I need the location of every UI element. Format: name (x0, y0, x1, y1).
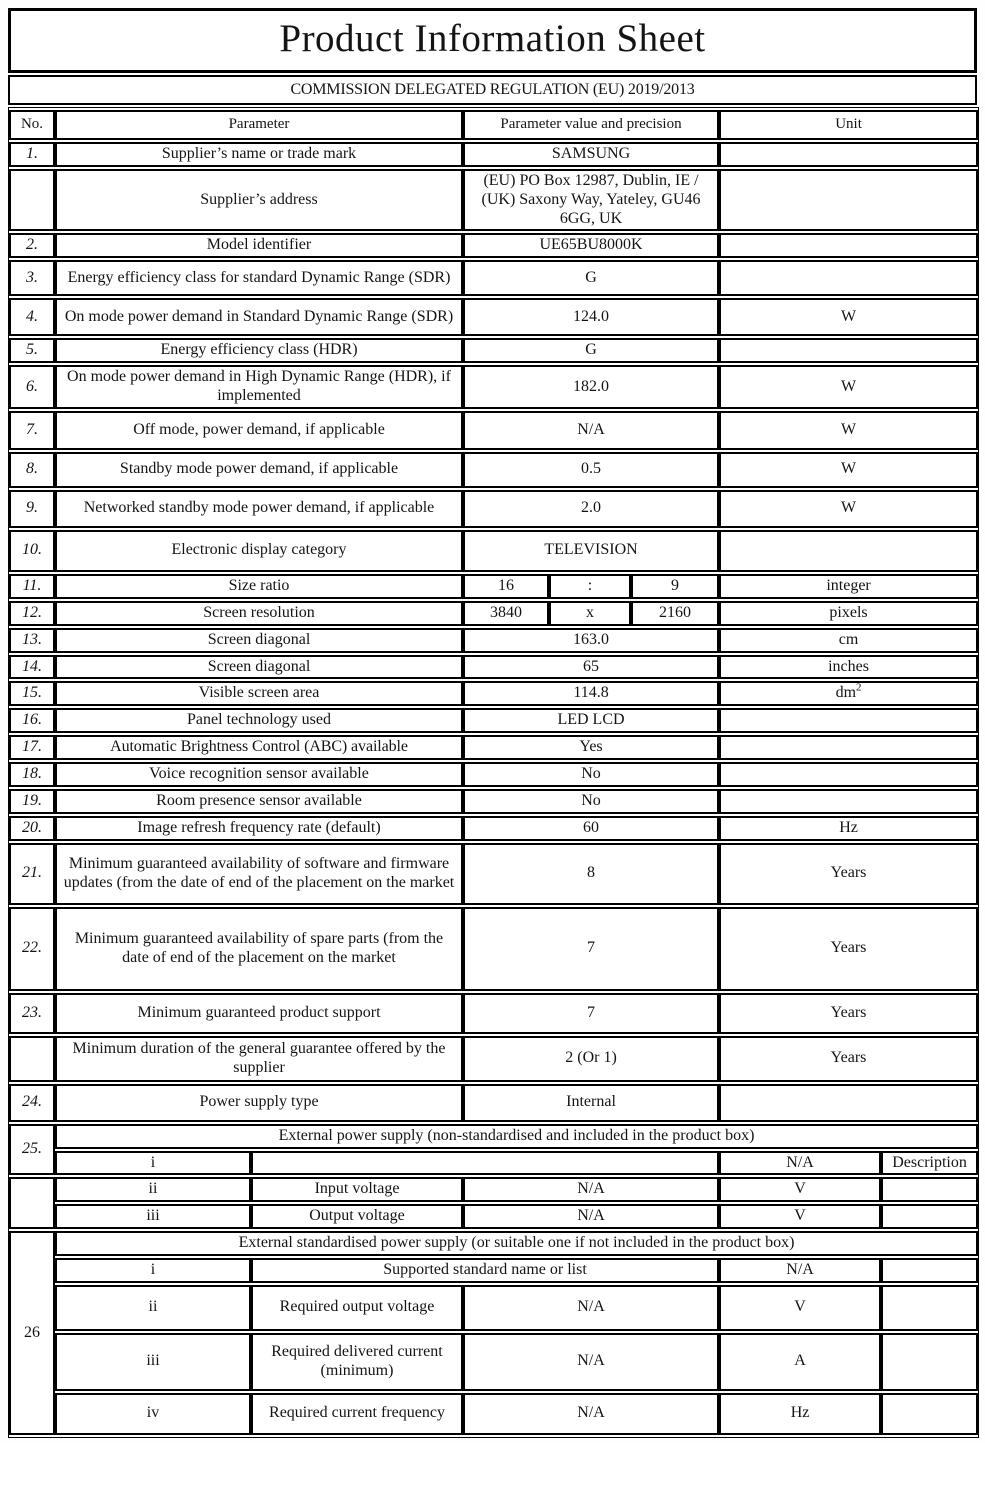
table-row (9, 655, 978, 680)
row-13-parameter: Screen diagonal (55, 628, 463, 653)
table-row (9, 993, 978, 1034)
row-2-unit (719, 233, 978, 258)
row-21-unit: Years (719, 843, 978, 905)
s26-i-description (881, 1258, 978, 1283)
s25-ii-description (881, 1177, 978, 1202)
row-15-parameter: Visible screen area (55, 681, 463, 706)
row-15-no: 15. (9, 681, 55, 706)
section-26-header-row (9, 1231, 978, 1256)
row-6-no: 6. (9, 365, 55, 409)
s26-iv-parameter: Required current frequency (251, 1393, 463, 1435)
row-3-value: G (463, 260, 719, 296)
table-row (9, 789, 978, 814)
header-unit: Unit (719, 110, 978, 140)
table-row (9, 1084, 978, 1122)
s26-ii-sub: ii (55, 1285, 251, 1331)
section-26-row-ii (9, 1285, 978, 1331)
row-12-value-b: 2160 (631, 601, 719, 626)
header-no: No. (9, 110, 55, 140)
row-address-value: (EU) PO Box 12987, Dublin, IE / (UK) Saxony Way, Yateley, GU46 6GG, UK (463, 169, 719, 232)
row-8-value: 0.5 (463, 452, 719, 488)
section-25-row-i (9, 1151, 978, 1176)
row-address-parameter: Supplier’s address (55, 169, 463, 232)
table-row (9, 574, 978, 599)
s25-i-parameter (251, 1151, 719, 1176)
row-19-unit (719, 789, 978, 814)
row-2-parameter: Model identifier (55, 233, 463, 258)
s26-iii-value: N/A (463, 1333, 719, 1391)
section-26-row-iv (9, 1393, 978, 1435)
section-26-row-iii (9, 1333, 978, 1391)
row-11-value-a: 16 (463, 574, 549, 599)
table-row (9, 530, 978, 572)
s25-iii-description (881, 1204, 978, 1229)
row-14-value: 65 (463, 655, 719, 680)
section-25-header-row (9, 1124, 978, 1149)
s26-ii-parameter: Required output voltage (251, 1285, 463, 1331)
row-9-value: 2.0 (463, 490, 719, 528)
row-6-value: 182.0 (463, 365, 719, 409)
row-10-unit (719, 530, 978, 572)
s26-iii-sub: iii (55, 1333, 251, 1391)
row-5-parameter: Energy efficiency class (HDR) (55, 338, 463, 363)
table-row (9, 1036, 978, 1082)
row-22-value: 7 (463, 907, 719, 991)
row-18-no: 18. (9, 762, 55, 787)
table-row (9, 365, 978, 409)
s26-iii-unit: A (719, 1333, 881, 1391)
row-13-no: 13. (9, 628, 55, 653)
s25-iii-parameter: Output voltage (251, 1204, 463, 1229)
row-14-unit: inches (719, 655, 978, 680)
row-3-no: 3. (9, 260, 55, 296)
table-row (9, 338, 978, 363)
table-row (9, 843, 978, 905)
table-row (9, 452, 978, 488)
table-row (9, 628, 978, 653)
s25-i-na: N/A (719, 1151, 881, 1176)
row-22-no: 22. (9, 907, 55, 991)
section-26-no: 26 (9, 1231, 55, 1435)
row-5-unit (719, 338, 978, 363)
row-1-unit (719, 142, 978, 167)
row-23-unit: Years (719, 993, 978, 1034)
row-19-parameter: Room presence sensor available (55, 789, 463, 814)
row-8-no: 8. (9, 452, 55, 488)
s26-i-parameter: Supported standard name or list (251, 1258, 719, 1283)
row-18-parameter: Voice recognition sensor available (55, 762, 463, 787)
row-21-no: 21. (9, 843, 55, 905)
s26-ii-value: N/A (463, 1285, 719, 1331)
s25-i-sub: i (55, 1151, 251, 1176)
table-row (9, 233, 978, 258)
row-16-no: 16. (9, 708, 55, 733)
row-15-unit (719, 681, 978, 706)
row-10-value: TELEVISION (463, 530, 719, 572)
product-info-table (8, 107, 979, 1438)
row-guarantee-parameter: Minimum duration of the general guarantee offered by the supplier (55, 1036, 463, 1082)
row-17-value: Yes (463, 735, 719, 760)
row-23-parameter: Minimum guaranteed product support (55, 993, 463, 1034)
row-17-no: 17. (9, 735, 55, 760)
row-guarantee-unit: Years (719, 1036, 978, 1082)
row-21-value: 8 (463, 843, 719, 905)
row-7-unit: W (719, 411, 978, 450)
table-row (9, 490, 978, 528)
row-18-value: No (463, 762, 719, 787)
row-24-unit (719, 1084, 978, 1122)
row-16-parameter: Panel technology used (55, 708, 463, 733)
row-7-parameter: Off mode, power demand, if applicable (55, 411, 463, 450)
section-25-row-ii (9, 1177, 978, 1202)
s25-ii-value: N/A (463, 1177, 719, 1202)
table-row (9, 298, 978, 336)
row-2-no: 2. (9, 233, 55, 258)
row-4-parameter: On mode power demand in Standard Dynamic Range (SDR) (55, 298, 463, 336)
row-13-value: 163.0 (463, 628, 719, 653)
row-23-value: 7 (463, 993, 719, 1034)
row-6-parameter: On mode power demand in High Dynamic Range (HDR), if implemented (55, 365, 463, 409)
row-14-parameter: Screen diagonal (55, 655, 463, 680)
row-24-value: Internal (463, 1084, 719, 1122)
row-1-parameter: Supplier’s name or trade mark (55, 142, 463, 167)
row-9-unit: W (719, 490, 978, 528)
row-22-unit: Years (719, 907, 978, 991)
table-row (9, 907, 978, 991)
s26-ii-description (881, 1285, 978, 1331)
section-25-header: External power supply (non-standardised and included in the product box) (55, 1124, 978, 1149)
row-19-no: 19. (9, 789, 55, 814)
row-14-no: 14. (9, 655, 55, 680)
table-row (9, 260, 978, 296)
s26-ii-unit: V (719, 1285, 881, 1331)
section-25-no: 25. (9, 1124, 55, 1176)
row-5-no: 5. (9, 338, 55, 363)
row-12-unit: pixels (719, 601, 978, 626)
row-2-value: UE65BU8000K (463, 233, 719, 258)
title-box (8, 8, 977, 73)
row-12-parameter: Screen resolution (55, 601, 463, 626)
s25-iii-sub: iii (55, 1204, 251, 1229)
row-9-no: 9. (9, 490, 55, 528)
table-row (9, 142, 978, 167)
row-20-parameter: Image refresh frequency rate (default) (55, 816, 463, 841)
section-25-row-iii (9, 1204, 978, 1229)
table-row (9, 735, 978, 760)
page-title: Product Information Sheet (279, 17, 706, 60)
row-3-parameter: Energy efficiency class for standard Dynamic Range (SDR) (55, 260, 463, 296)
s25-iii-unit: V (719, 1204, 881, 1229)
row-6-unit: W (719, 365, 978, 409)
section-26-header: External standardised power supply (or suitable one if not included in the product box) (55, 1231, 978, 1256)
row-guarantee-no (9, 1036, 55, 1082)
s25-ii-sub: ii (55, 1177, 251, 1202)
s25-ii-unit: V (719, 1177, 881, 1202)
row-12-no: 12. (9, 601, 55, 626)
row-address-unit (719, 169, 978, 232)
row-17-parameter: Automatic Brightness Control (ABC) available (55, 735, 463, 760)
row-guarantee-value: 2 (Or 1) (463, 1036, 719, 1082)
row-11-value-separator: : (549, 574, 631, 599)
row-9-parameter: Networked standby mode power demand, if applicable (55, 490, 463, 528)
s25-iii-value: N/A (463, 1204, 719, 1229)
header-value: Parameter value and precision (463, 110, 719, 140)
row-21-parameter: Minimum guaranteed availability of software and firmware updates (from the date of end of the placement on the market (55, 843, 463, 905)
row-11-parameter: Size ratio (55, 574, 463, 599)
s26-iv-unit: Hz (719, 1393, 881, 1435)
row-11-unit: integer (719, 574, 978, 599)
row-12-value-a: 3840 (463, 601, 549, 626)
row-7-value: N/A (463, 411, 719, 450)
table-row (9, 762, 978, 787)
s26-iv-sub: iv (55, 1393, 251, 1435)
row-5-value: G (463, 338, 719, 363)
row-13-unit: cm (719, 628, 978, 653)
section-26-row-i (9, 1258, 978, 1283)
row-8-unit: W (719, 452, 978, 488)
row-16-unit (719, 708, 978, 733)
s26-iii-description (881, 1333, 978, 1391)
row-12-value-separator: x (549, 601, 631, 626)
row-20-value: 60 (463, 816, 719, 841)
row-15-unit-base: dm (835, 684, 857, 702)
s26-i-sub: i (55, 1258, 251, 1283)
table-row (9, 681, 978, 706)
row-8-parameter: Standby mode power demand, if applicable (55, 452, 463, 488)
row-7-no: 7. (9, 411, 55, 450)
subtitle-box (8, 75, 977, 105)
regulation-subtitle: COMMISSION DELEGATED REGULATION (EU) 2019/2013 (290, 80, 695, 98)
s26-iii-parameter: Required delivered current (minimum) (251, 1333, 463, 1391)
row-20-unit: Hz (719, 816, 978, 841)
row-17-unit (719, 735, 978, 760)
table-row (9, 816, 978, 841)
row-4-unit: W (719, 298, 978, 336)
table-row (9, 601, 978, 626)
row-24-parameter: Power supply type (55, 1084, 463, 1122)
s26-iv-description (881, 1393, 978, 1435)
row-1-no: 1. (9, 142, 55, 167)
s25-no-spacer (9, 1177, 55, 1229)
s25-ii-parameter: Input voltage (251, 1177, 463, 1202)
row-23-no: 23. (9, 993, 55, 1034)
row-1-value: SAMSUNG (463, 142, 719, 167)
s26-iv-value: N/A (463, 1393, 719, 1435)
row-18-unit (719, 762, 978, 787)
row-4-value: 124.0 (463, 298, 719, 336)
row-19-value: No (463, 789, 719, 814)
table-row (9, 708, 978, 733)
s26-i-na: N/A (719, 1258, 881, 1283)
table-row (9, 411, 978, 450)
row-10-parameter: Electronic display category (55, 530, 463, 572)
row-11-no: 11. (9, 574, 55, 599)
row-15-value: 114.8 (463, 681, 719, 706)
row-3-unit (719, 260, 978, 296)
row-20-no: 20. (9, 816, 55, 841)
table-header-row (9, 110, 978, 140)
row-address-no (9, 169, 55, 232)
row-11-value-b: 9 (631, 574, 719, 599)
row-4-no: 4. (9, 298, 55, 336)
row-22-parameter: Minimum guaranteed availability of spare parts (from the date of end of the placement on the market (55, 907, 463, 991)
table-row (9, 169, 978, 232)
row-16-value: LED LCD (463, 708, 719, 733)
row-15-unit-superscript: 2 (856, 682, 862, 695)
header-parameter: Parameter (55, 110, 463, 140)
row-10-no: 10. (9, 530, 55, 572)
row-24-no: 24. (9, 1084, 55, 1122)
s25-i-description: Description (881, 1151, 978, 1176)
